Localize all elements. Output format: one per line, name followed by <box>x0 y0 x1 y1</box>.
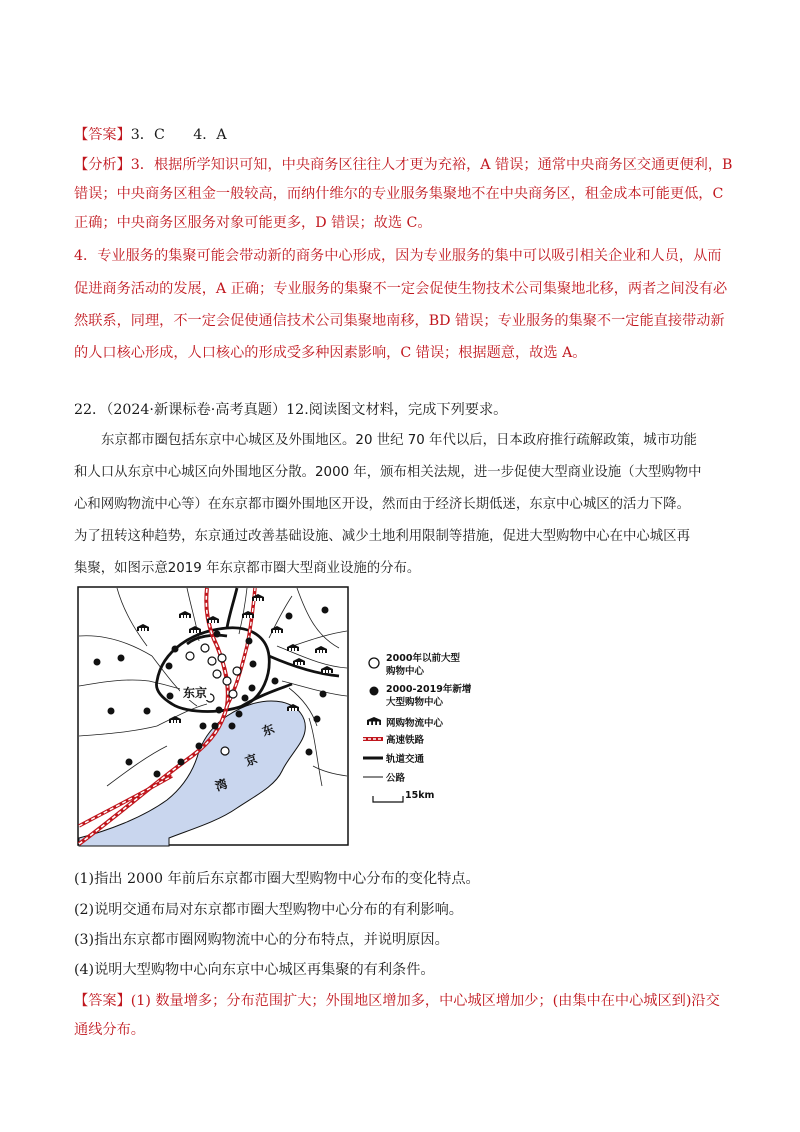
pre-2000-mall-marker <box>186 652 194 660</box>
answer-text: 3．C 4．A <box>130 127 227 143</box>
city-label: 东京 <box>183 686 208 700</box>
new-mall-marker <box>167 693 174 700</box>
analysis-line-4: 4．专业服务的集聚可能会带动新的商务中心形成，因为专业服务的集中可以吸引相关企业和人员，从而 <box>74 248 722 264</box>
final-answer-line-1 <box>74 990 730 1012</box>
legend-rail-label: 轨道交通 <box>386 754 425 765</box>
bay-label-char-3: 湾 <box>213 776 230 794</box>
new-mall-marker <box>236 711 243 718</box>
legend-pre2000-line2: 购物中心 <box>386 666 425 677</box>
final-answer-text-1: (1) 数量增多；分布范围扩大；外围地区增加多，中心城区增加少；(由集中在中心城区到)沿交 <box>130 993 720 1009</box>
legend-road-label: 公路 <box>386 773 406 784</box>
pre-2000-mall-marker <box>233 667 241 675</box>
sub-question-2: (2)说明交通布局对东京都市圈大型购物中心分布的有利影响。 <box>74 902 463 918</box>
new-mall-marker <box>314 716 321 723</box>
pre-2000-mall-marker <box>201 644 209 652</box>
new-mall-marker <box>172 646 179 653</box>
legend-new-line2: 大型购物中心 <box>386 697 444 708</box>
analysis-tag: 【分析】 <box>74 157 131 173</box>
new-mall-marker <box>214 631 221 638</box>
passage-line-4: 为了扭转这种趋势，东京通过改善基础设施、减少土地利用限制等措施，促进大型购物中心在中心城区再 <box>74 529 690 544</box>
answer-line <box>74 124 730 146</box>
new-mall-marker <box>286 613 293 620</box>
new-mall-marker <box>154 771 161 778</box>
new-mall-marker <box>94 659 101 666</box>
new-mall-marker <box>216 707 223 714</box>
bay-label-char-1: 东 <box>260 721 277 739</box>
analysis-line-6: 然联系，同理，不一定会促使通信技术公司集聚地南移，BD 错误；专业服务的集聚不一定能直接带动新 <box>74 313 725 329</box>
pre-2000-mall-marker <box>213 670 221 678</box>
tokyo-metro-map <box>77 586 477 848</box>
passage-line-1: 东京都市圈包括东京中心城区及外围地区。20 世纪 70 年代以后，日本政府推行疏解政策，城市功能 <box>101 433 697 448</box>
new-mall-marker <box>272 678 279 685</box>
new-mall-marker <box>144 708 151 715</box>
scale-label: 15km <box>405 790 435 801</box>
new-mall-marker <box>320 691 327 698</box>
legend-new-line1: 2000-2019年新增 <box>386 684 472 695</box>
pre-2000-mall-marker <box>208 657 216 665</box>
final-answer-line-2: 通线分布。 <box>74 1022 145 1038</box>
analysis-text-1: 3．根据所学知识可知，中央商务区往往人才更为充裕，A 错误；通常中央商务区交通更便利，B <box>130 157 733 173</box>
new-mall-marker <box>322 607 329 614</box>
bay-label-char-2: 京 <box>243 751 260 769</box>
new-mall-marker <box>306 749 313 756</box>
analysis-line-2: 错误；中央商务区租金一般较高，而纳什维尔的专业服务集聚地不在中央商务区，租金成本可能更低，C <box>74 186 724 202</box>
analysis-line-7: 的人口核心形成，人口核心的形成受多种因素影响，C 错误；根据题意，故选 A。 <box>74 345 587 361</box>
new-mall-marker <box>200 723 207 730</box>
new-mall-marker <box>246 638 253 645</box>
map-svg <box>77 586 477 848</box>
legend-warehouse-icon <box>367 717 381 725</box>
new-mall-marker <box>242 695 249 702</box>
pre-2000-mall-marker <box>221 747 229 755</box>
analysis-line-3: 正确；中央商务区服务对象可能更多，D 错误；故选 C。 <box>74 215 432 231</box>
legend-hsr-label: 高速铁路 <box>386 735 425 746</box>
analysis-line-1 <box>74 154 733 176</box>
pre-2000-mall-marker <box>218 654 226 662</box>
new-mall-marker <box>178 759 185 766</box>
question-header: 22．（2024·新课标卷·高考真题）12.阅读图文材料，完成下列要求。 <box>74 402 508 418</box>
sub-question-1: (1)指出 2000 年前后东京都市圈大型购物中心分布的变化特点。 <box>74 871 480 887</box>
scale-bar <box>373 796 403 802</box>
legend-open-circle-icon <box>369 658 379 668</box>
new-mall-marker <box>126 759 133 766</box>
new-mall-marker <box>250 661 257 668</box>
new-mall-marker <box>118 655 125 662</box>
passage-line-2: 和人口从东京中心城区向外围地区分散。2000 年，颁布相关法规，进一步促使大型商业设施（大型购物中 <box>74 465 702 480</box>
answer-tag: 【答案】 <box>74 127 131 143</box>
sub-question-4: (4)说明大型购物中心向东京中心城区再集聚的有利条件。 <box>74 962 435 978</box>
sub-question-3: (3)指出东京都市圈网购物流中心的分布特点，并说明原因。 <box>74 932 449 948</box>
passage-line-3: 心和网购物流中心等）在东京都市圈外围地区开设，然而由于经济长期低迷，东京中心城区的活力下降。 <box>74 497 690 512</box>
pre-2000-mall-marker <box>229 690 237 698</box>
new-mall-marker <box>212 723 219 730</box>
analysis-line-5: 促进商务活动的发展，A 正确；专业服务的集聚不一定会促使生物技术公司集聚地北移，两者之间没有必 <box>74 281 728 297</box>
legend-filled-circle-icon <box>370 687 379 696</box>
map-legend <box>363 652 472 802</box>
legend-warehouse-label: 网购物流中心 <box>386 718 444 729</box>
pre-2000-mall-marker <box>223 677 231 685</box>
new-mall-marker <box>108 708 115 715</box>
new-mall-marker <box>229 723 236 730</box>
new-mall-marker <box>196 743 203 750</box>
legend-pre2000-line1: 2000年以前大型 <box>386 653 460 664</box>
final-answer-tag: 【答案】 <box>74 993 131 1009</box>
new-mall-marker <box>249 685 256 692</box>
new-mall-marker <box>166 663 173 670</box>
passage-line-5: 集聚，如图示意2019 年东京都市圈大型商业设施的分布。 <box>74 561 421 576</box>
